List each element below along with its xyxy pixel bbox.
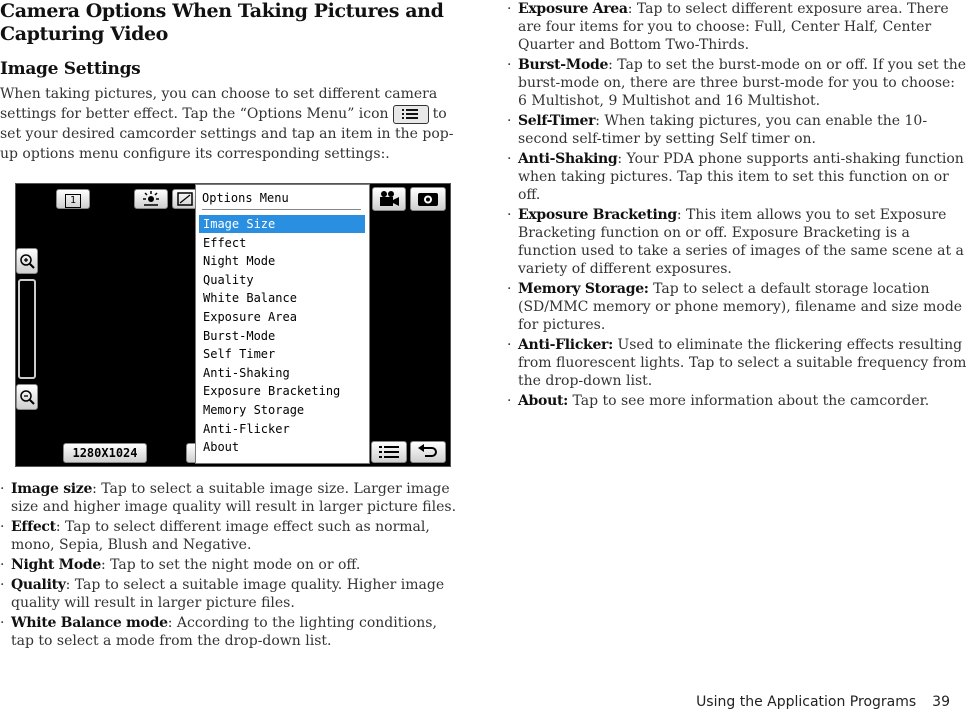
bullet-dot: · [507, 1, 512, 17]
page-title: Camera Options When Taking Pictures and Capturing Video [0, 0, 444, 45]
bullet-dot: · [507, 207, 512, 223]
intro-text-before: When taking pictures, you can choose to set different camera settings for better effect. Tap the “Options Menu” icon [0, 86, 438, 122]
bullet-text: : Tap to select different image effect such as normal, mono, Sepia, Blush and Negative. [11, 519, 430, 553]
menu-item-effect[interactable]: Effect [203, 235, 247, 250]
bullet-term: About: [518, 393, 569, 409]
bullet-term: Exposure Bracketing [518, 207, 677, 223]
bullet-dot: · [507, 151, 512, 167]
zoom-in-icon [18, 252, 36, 270]
menu-item-anti-shaking[interactable]: Anti-Shaking [203, 365, 290, 380]
right-bullet-list [507, 0, 967, 410]
divider [202, 209, 361, 210]
bullet-dot: · [0, 577, 5, 593]
menu-item-exposure-area[interactable]: Exposure Area [203, 310, 297, 324]
bullet-text: Used to eliminate the flickering effects resulting from fluorescent lights. Tap to select a suitable frequency from the drop-down list. [518, 337, 967, 389]
counter-value: 1 [65, 194, 81, 208]
right-column [507, 0, 967, 412]
bullet-item [0, 576, 462, 612]
bullet-term: Effect [11, 519, 56, 535]
bullet-term: Memory Storage: [518, 281, 649, 297]
options-menu-title: Options Menu [202, 191, 289, 205]
page-footer [696, 694, 950, 710]
bullet-term: Burst-Mode [518, 57, 609, 73]
bullet-term: Quality [11, 577, 66, 593]
bullet-item [0, 518, 462, 554]
bullet-text: Tap to see more information about the camcorder. [568, 393, 930, 409]
resolution-button[interactable] [63, 443, 147, 463]
bullet-item [507, 0, 967, 54]
bullet-text: Tap to select a default storage location (SD/MMC memory or phone memory), filename and size mode for pictures. [518, 281, 963, 333]
page-number: 39 [932, 694, 950, 710]
bullet-dot: · [507, 393, 512, 409]
bullet-term: Night Mode [11, 557, 101, 573]
bullet-term: Anti-Shaking [518, 151, 618, 167]
menu-item-anti-flicker[interactable]: Anti-Flicker [203, 421, 290, 436]
menu-button[interactable] [371, 441, 407, 463]
bullet-item [507, 112, 967, 148]
menu-item-self-timer[interactable]: Self Timer [203, 347, 276, 362]
bullet-dot: · [507, 57, 512, 73]
menu-item-exposure-bracketing[interactable]: Exposure Bracketing [203, 384, 341, 399]
bullet-text: : Tap to set the night mode on or off. [100, 557, 361, 573]
left-bullets-column [0, 480, 462, 652]
menu-item-quality[interactable]: Quality [203, 272, 254, 287]
menu-item-about[interactable]: About [203, 440, 240, 455]
menu-item-night-mode[interactable]: Night Mode [203, 254, 276, 269]
bullet-term: Self-Timer [518, 113, 596, 129]
video-camera-icon [378, 190, 400, 208]
resolution-value: 1280X1024 [72, 446, 138, 460]
bullet-dot: · [507, 281, 512, 297]
counter-button[interactable] [56, 189, 90, 209]
image-icon [177, 192, 193, 206]
camera-icon [417, 190, 439, 208]
bullet-text: : Tap to select a suitable image size. Larger image size and higher image quality will result in larger picture files. [11, 481, 457, 515]
zoom-in-button[interactable] [16, 248, 38, 274]
bullet-item [0, 556, 462, 574]
bullet-text: : Tap to select different exposure area. There are four items for you to choose: Full, Center Half, Center Quarter and Bottom Two-Thirds. [518, 1, 949, 53]
zoom-out-button[interactable] [16, 384, 38, 410]
menu-item-memory-storage[interactable]: Memory Storage [203, 403, 305, 417]
back-button[interactable] [410, 441, 446, 463]
options-menu-popup [195, 184, 370, 464]
sun-icon [141, 191, 161, 207]
zoom-out-icon [18, 388, 36, 406]
footer-section: Using the Application Programs [696, 694, 917, 710]
intro-text-after: to set your desired camcorder settings and tap an item in the pop-up options menu configure its corresponding settings:. [0, 106, 454, 162]
left-bullet-list [0, 480, 462, 650]
bullet-item [507, 392, 967, 410]
menu-item-image-size[interactable]: Image Size [199, 215, 365, 233]
bullet-term: Image size [11, 481, 93, 497]
bullet-text: : This item allows you to set Exposure Bracketing function on or off. Exposure Bracketing is a function used to take a series of images of the same scene at a variety of different exposures. [518, 207, 964, 277]
bullet-text: : Tap to set the burst-mode on or off. If you set the burst-mode on, there are three burst-mode for you to choose: 6 Multishot, 9 Multishot and 16 Multishot. [518, 57, 966, 109]
bullet-item [507, 336, 967, 390]
menu-item-burst-mode[interactable]: Burst-Mode [203, 328, 276, 343]
bullet-item [507, 56, 967, 110]
options-menu-icon [393, 105, 429, 124]
bullet-text: : Tap to select a suitable image quality. Higher image quality will result in larger picture files. [11, 577, 445, 611]
bullet-text: : When taking pictures, you can enable the 10-second self-timer by setting Self timer on. [518, 113, 928, 147]
bullet-text: : Your PDA phone supports anti-shaking function when taking pictures. Tap this item to set this function on or off. [518, 151, 964, 203]
menu-item-white-balance[interactable]: White Balance [203, 291, 297, 306]
bullet-item [507, 150, 967, 204]
bullet-item [0, 614, 462, 650]
bullet-term: Exposure Area [518, 1, 628, 17]
bullet-dot: · [507, 113, 512, 129]
bullet-item [507, 280, 967, 334]
list-menu-icon [378, 445, 400, 459]
camera-screenshot [15, 183, 451, 467]
white-balance-button[interactable] [134, 189, 168, 209]
bullet-item [0, 480, 462, 516]
bullet-item [507, 206, 967, 278]
video-mode-button[interactable] [372, 187, 406, 211]
intro-paragraph [0, 84, 462, 164]
bullet-term: White Balance mode [11, 615, 168, 631]
section-heading: Image Settings [0, 59, 141, 79]
bullet-dot: · [507, 337, 512, 353]
back-arrow-icon [417, 444, 439, 460]
camera-mode-button[interactable] [410, 187, 446, 211]
bullet-term: Anti-Flicker: [518, 337, 613, 353]
left-column [0, 0, 462, 164]
bullet-dot: · [0, 615, 5, 631]
bullet-dot: · [0, 519, 5, 535]
bullet-text: : According to the lighting conditions, tap to select a mode from the drop-down list. [11, 615, 437, 649]
bullet-dot: · [0, 557, 5, 573]
zoom-slider[interactable] [18, 279, 36, 379]
bullet-dot: · [0, 481, 5, 497]
